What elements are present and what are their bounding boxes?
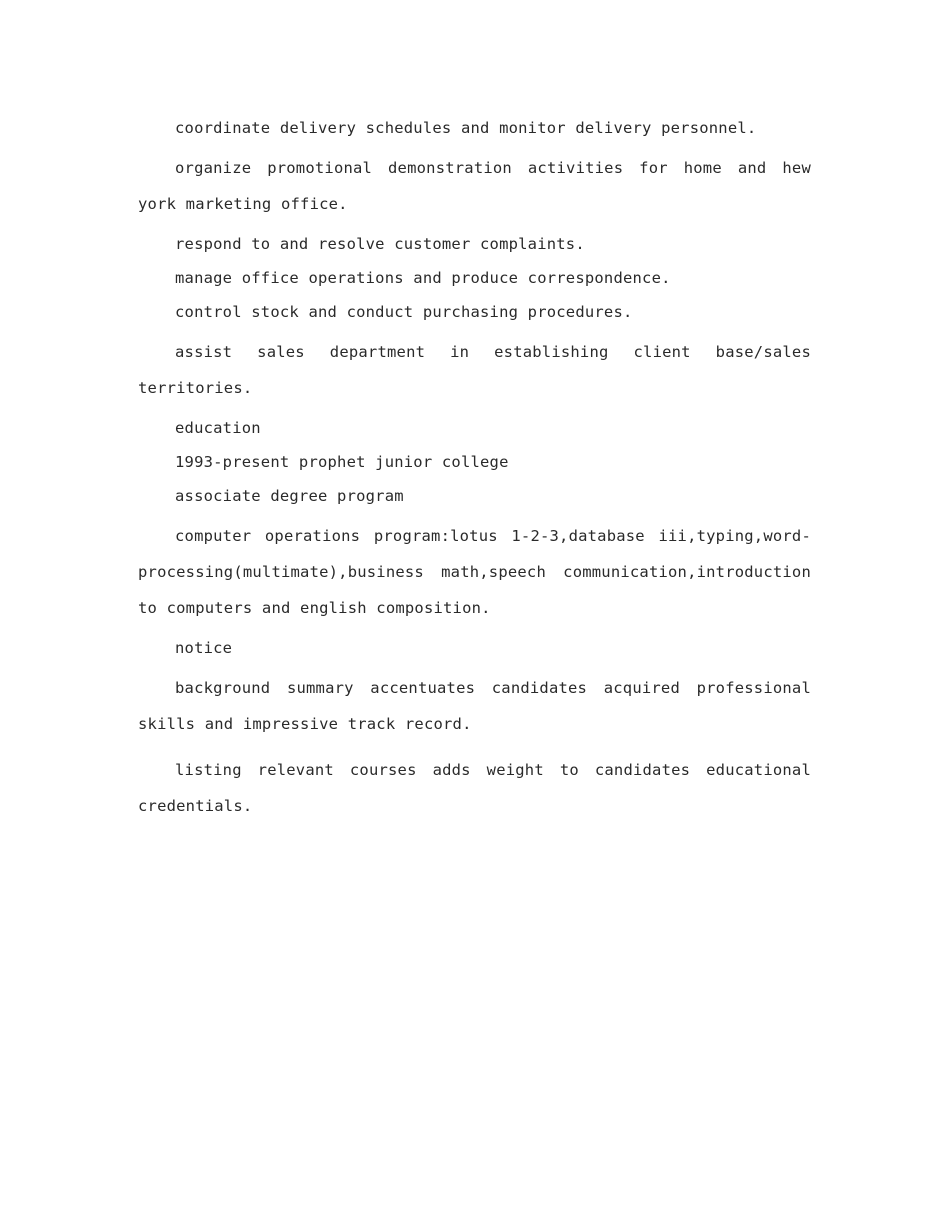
paragraph-duty-promotional: organize promotional demonstration activities for home and hew york marketing office. [138,159,811,213]
paragraph-education-courses: computer operations program:lotus 1-2-3,database iii,typing,word-processing(multimate),business math,speech communication,introduction to computers and english composition. [138,527,811,617]
paragraph-duty-complaints: respond to and resolve customer complaints. [175,235,585,253]
paragraph-education-school: 1993-present prophet junior college [175,453,509,471]
paragraph-notice-courses: listing relevant courses adds weight to candidates educational credentials. [138,761,811,815]
section-heading-education: education [175,419,261,437]
paragraph-duty-office: manage office operations and produce correspondence. [175,269,671,287]
document-body [138,116,811,834]
paragraph-duty-delivery: coordinate delivery schedules and monitor delivery personnel. [175,119,757,137]
paragraph-notice-summary: background summary accentuates candidates acquired professional skills and impressive track record. [138,679,811,733]
paragraph-duty-sales: assist sales department in establishing client base/sales territories. [138,343,811,397]
paragraph-duty-stock: control stock and conduct purchasing procedures. [175,303,633,321]
section-heading-notice: notice [175,639,233,657]
paragraph-education-degree: associate degree program [175,487,404,505]
